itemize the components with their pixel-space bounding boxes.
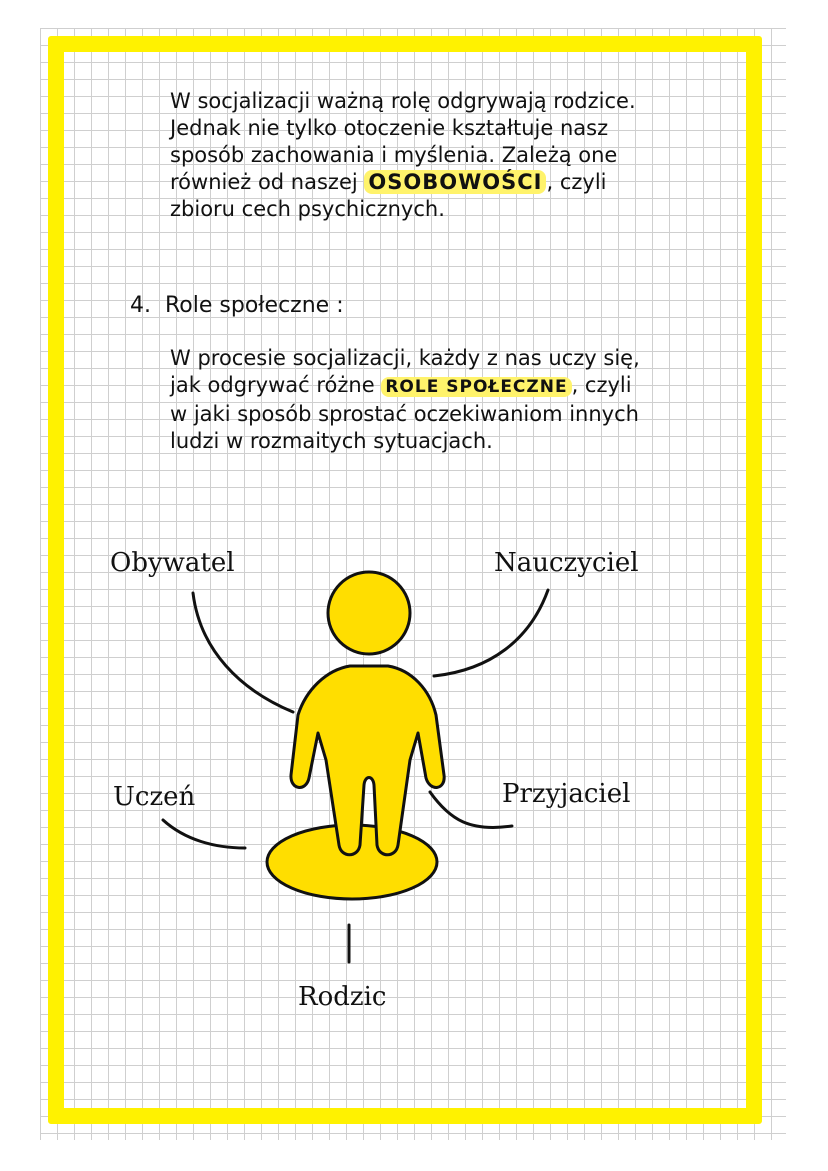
connector-przyjaciel — [430, 792, 512, 828]
person-head — [328, 572, 410, 654]
paragraph-socialization-text-end: , czyli zbioru cech psychicznych. — [170, 170, 607, 221]
role-rodzic: Rodzic — [298, 982, 387, 1012]
keyword-role-spoleczne: ROLE SPOŁECZNE — [381, 377, 571, 397]
section-title: Role społeczne : — [165, 293, 344, 318]
role-nauczyciel: Nauczyciel — [494, 548, 639, 578]
connector-uczen — [163, 820, 245, 848]
connector-nauczyciel — [434, 590, 548, 676]
role-uczen: Uczeń — [113, 782, 196, 812]
paragraph-roles-text-end: , czyli w jaki sposób sprostać oczekiwaniom innych ludzi w rozmaitych sytuacjach. — [170, 373, 639, 453]
paragraph-socialization-text: W socjalizacji ważną rolę odgrywają rodzice. Jednak nie tylko otoczenie kształtuje nasz sposób zachowania i myślenia. Zależą one również od naszej — [170, 89, 636, 194]
role-przyjaciel: Przyjaciel — [502, 779, 631, 809]
paragraph-roles-text: W procesie socjalizacji, każdy z nas uczy się, jak odgrywać różne — [170, 346, 640, 397]
role-obywatel: Obywatel — [110, 548, 235, 578]
keyword-osobowosci: OSOBOWOŚCI — [364, 170, 546, 194]
connector-obywatel — [193, 593, 293, 712]
section-number: 4. — [130, 293, 151, 318]
